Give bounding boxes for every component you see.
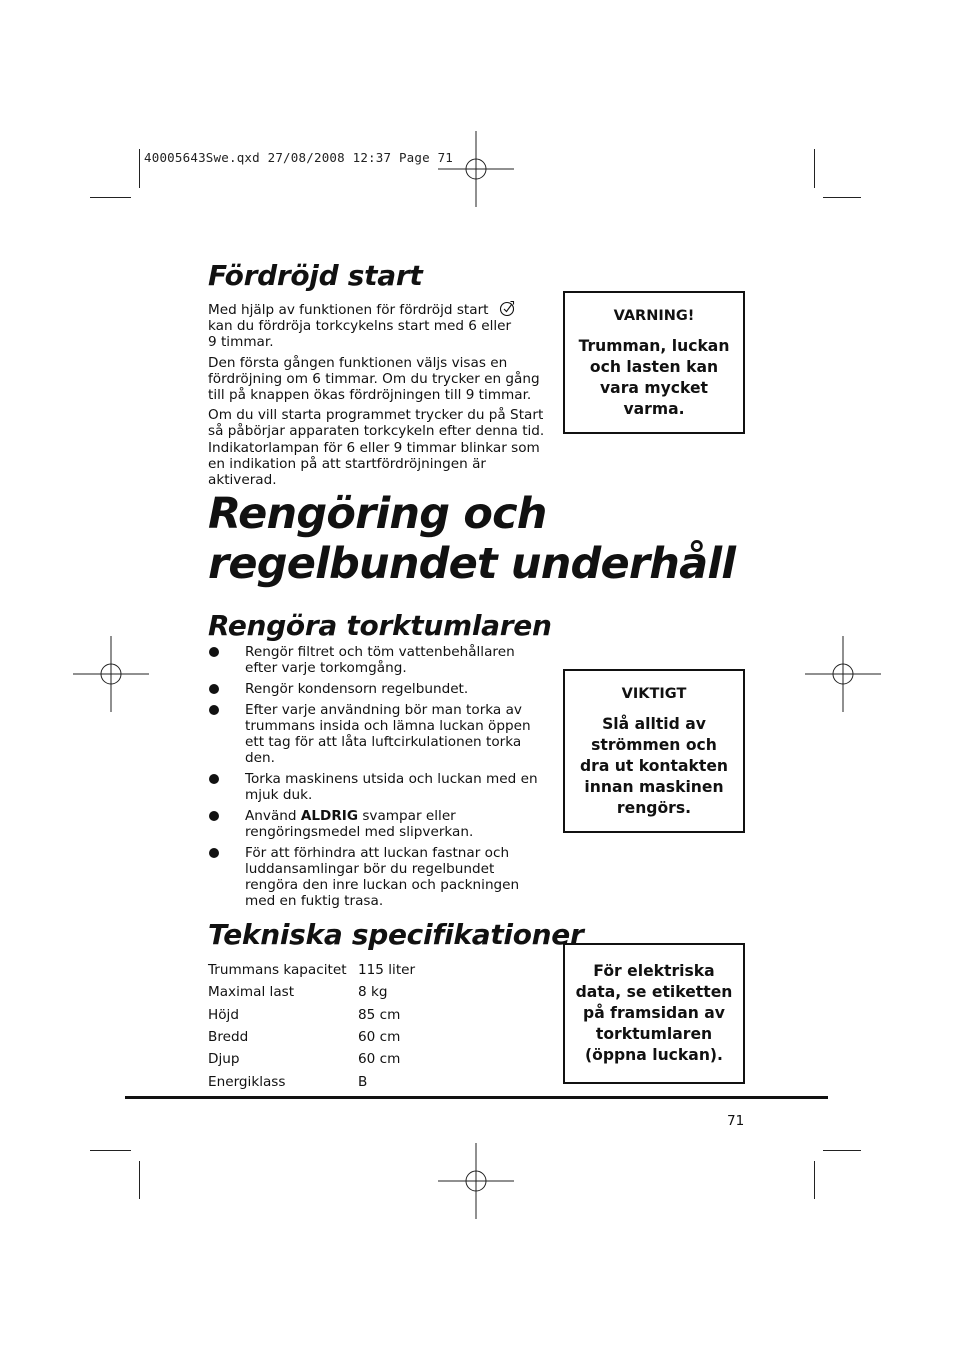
electrical-line: på framsidan av xyxy=(583,1004,725,1022)
list-item xyxy=(209,644,554,676)
clock-icon xyxy=(498,299,516,317)
list-item-text: rengöringsmedel med slipverkan. xyxy=(245,824,474,841)
list-item-text: Rengör filtret och töm vattenbehållaren xyxy=(245,644,515,660)
spec-value: 60 cm xyxy=(358,1029,401,1046)
emphasis-never: ALDRIG xyxy=(300,807,359,824)
important-line: dra ut kontakten xyxy=(579,756,729,775)
important-line: Slå alltid av xyxy=(602,714,706,733)
warning-line: Trumman, luckan xyxy=(578,336,730,355)
warning-title: VARNING! xyxy=(613,307,695,324)
section-heading-delayed-start: Fördröjd start xyxy=(208,259,423,292)
important-line: innan maskinen xyxy=(584,777,724,796)
delayed-p3d: en indikation på att startfördröjningen är xyxy=(208,455,486,472)
list-item-text: ett tag för att låta luftcirkulationen torka xyxy=(245,734,522,751)
delayed-p3b: så påbörjar apparaten torkcykeln efter denna tid. xyxy=(208,423,545,440)
bullet-icon xyxy=(209,684,219,694)
list-item-text: Rengör kondensorn regelbundet. xyxy=(245,680,469,697)
important-title: VIKTIGT xyxy=(621,685,687,702)
list-item-text: För att förhindra att luckan fastnar och xyxy=(245,844,510,861)
electrical-info-box xyxy=(563,943,745,1084)
bullet-icon xyxy=(209,848,219,858)
delayed-p3a: Om du vill starta programmet trycker du på Start xyxy=(208,407,544,424)
bullet-icon xyxy=(209,774,219,784)
list-item xyxy=(209,771,554,803)
crop-mark xyxy=(823,1150,861,1151)
delayed-p2b: fördröjning om 6 timmar. Om du trycker en gång xyxy=(208,370,540,387)
spec-value: B xyxy=(358,1073,368,1090)
list-item xyxy=(209,681,554,697)
delayed-start-text xyxy=(208,299,553,492)
print-slug: 40005643Swe.qxd 27/08/2008 12:37 Page 71 xyxy=(144,150,454,165)
table-row xyxy=(208,959,415,981)
main-heading xyxy=(208,489,735,589)
list-item xyxy=(209,845,554,910)
footer-rule xyxy=(125,1096,828,1099)
important-line: rengörs. xyxy=(616,798,692,817)
delayed-p2a: Den första gången funktionen väljs visas en xyxy=(208,354,508,371)
spec-value: 115 liter xyxy=(358,962,416,979)
list-item-text: efter varje torkomgång. xyxy=(245,660,407,677)
list-item xyxy=(209,702,554,767)
section-heading-cleaning: Rengöra torktumlaren xyxy=(208,609,552,642)
spec-label: Höjd xyxy=(208,1006,239,1023)
delayed-p1a: Med hjälp av funktionen för fördröjd start xyxy=(208,302,489,318)
important-box xyxy=(563,669,745,833)
table-row xyxy=(208,981,415,1003)
list-item-text: Torka maskinens utsida och luckan med en xyxy=(245,770,538,787)
crop-mark xyxy=(90,197,131,198)
spec-label: Djup xyxy=(208,1051,240,1068)
spec-label: Trummans kapacitet xyxy=(208,962,347,979)
list-item-text: trummans insida och lämna luckan öppen xyxy=(245,717,531,734)
list-item-text: rengöra den inre luckan och packningen xyxy=(245,877,520,894)
page-number: 71 xyxy=(727,1113,745,1129)
main-heading-line2: regelbundet underhåll xyxy=(208,539,736,589)
important-line: strömmen och xyxy=(591,735,717,754)
crop-mark xyxy=(90,1150,131,1151)
warning-line: och lasten kan xyxy=(589,357,719,376)
table-row xyxy=(208,1026,415,1048)
bullet-icon xyxy=(209,811,219,821)
electrical-line: För elektriska xyxy=(593,962,715,980)
crop-mark xyxy=(814,149,815,188)
warning-box xyxy=(563,291,745,434)
warning-line: vara mycket xyxy=(600,378,708,397)
electrical-line: (öppna luckan). xyxy=(585,1046,723,1064)
electrical-line: data, se etiketten xyxy=(575,983,733,1001)
registration-mark-top xyxy=(438,131,514,207)
table-row xyxy=(208,1048,415,1070)
list-item-text: Använd xyxy=(245,807,301,824)
list-item-text: med en fuktig trasa. xyxy=(245,893,384,910)
spec-value: 8 kg xyxy=(358,984,388,1001)
delayed-p1c: 9 timmar. xyxy=(208,334,274,351)
delayed-p2c: till på knappen ökas fördröjningen till 9 timmar. xyxy=(208,387,532,404)
list-item xyxy=(209,808,554,840)
cleaning-list xyxy=(209,644,554,914)
list-item-text: luddansamlingar bör du regelbundet xyxy=(245,860,495,877)
spec-value: 60 cm xyxy=(358,1051,401,1068)
spec-value: 85 cm xyxy=(358,1006,401,1023)
bullet-icon xyxy=(209,647,219,657)
list-item-text: svampar eller xyxy=(358,807,456,824)
crop-mark xyxy=(139,149,140,188)
registration-mark-right xyxy=(805,636,881,712)
spec-label: Energiklass xyxy=(208,1073,286,1090)
list-item-text: Efter varje användning bör man torka av xyxy=(245,701,522,718)
crop-mark xyxy=(823,197,861,198)
main-heading-line1: Rengöring och xyxy=(208,489,547,539)
electrical-line: torktumlaren xyxy=(595,1025,713,1043)
specs-table xyxy=(208,959,415,1093)
crop-mark xyxy=(139,1161,140,1199)
delayed-p1b: kan du fördröja torkcykelns start med 6 eller xyxy=(208,318,512,335)
registration-mark-bottom xyxy=(438,1143,514,1219)
table-row xyxy=(208,1070,415,1092)
delayed-p3e: aktiverad. xyxy=(208,472,277,489)
list-item-text: den. xyxy=(245,750,275,767)
crop-mark xyxy=(814,1161,815,1199)
spec-label: Bredd xyxy=(208,1029,249,1046)
list-item-text: mjuk duk. xyxy=(245,787,313,804)
registration-mark-left xyxy=(73,636,149,712)
delayed-p3c: Indikatorlampan för 6 eller 9 timmar blinkar som xyxy=(208,439,540,456)
spec-label: Maximal last xyxy=(208,984,295,1001)
table-row xyxy=(208,1004,415,1026)
bullet-icon xyxy=(209,705,219,715)
section-heading-specs: Tekniska specifikationer xyxy=(208,918,584,951)
warning-line: varma. xyxy=(623,399,685,418)
